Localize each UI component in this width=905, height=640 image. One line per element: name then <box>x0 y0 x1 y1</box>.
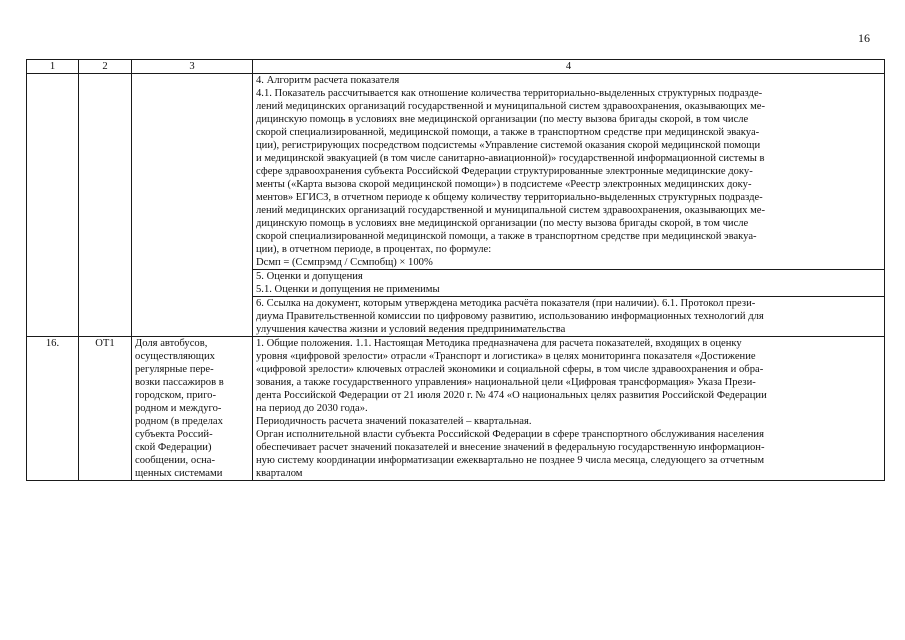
text-line: Dсмп = (Ссмпрэмд / Ссмпобщ) × 100% <box>256 257 433 268</box>
text-line: сфере здравоохранения субъекта Российской Федерации структурированные электронные медицинские доку- <box>256 166 753 177</box>
text-line: «цифровой зрелости» ключевых отраслей экономики и социальной сферы, в том числе здравоохранения и обра- <box>256 364 764 375</box>
text-line: субъекта Россий- <box>135 429 213 440</box>
indicator-code: ОТ1 <box>79 337 132 481</box>
empty-cell-code <box>79 74 132 337</box>
column-header-row <box>27 60 885 74</box>
algorithm-section-cell <box>253 74 885 270</box>
text-line: щенных системами <box>135 468 223 479</box>
text-line: и медицинской эвакуацией (в том числе санитарно-авиационной)» государственной информационной системы в <box>256 153 765 164</box>
table-row-continuation <box>27 74 885 270</box>
methodology-table <box>26 59 885 481</box>
text-line: обеспечивает расчет значений показателей и внесение значений в федеральную государственную информацион- <box>256 442 765 453</box>
assumptions-section-cell <box>253 270 885 297</box>
text-line: зования, а также государственного управления» национальной цели «Цифровая трансформация» Указа Прези- <box>256 377 756 388</box>
reference-section <box>256 297 881 336</box>
general-provisions <box>256 337 881 480</box>
text-line: осуществляющих <box>135 351 215 362</box>
text-line: диума Правительственной комиссии по цифровому развитию, использованию информационных технологий для <box>256 311 764 322</box>
text-line: родном (в пределах <box>135 416 223 427</box>
row-number: 16. <box>27 337 79 481</box>
text-line: лений медицинских организаций государственной и муниципальной систем здравоохранения, оказывающих ме- <box>256 101 766 112</box>
algorithm-section <box>256 74 881 269</box>
text-line: скорой специализированной медицинской помощи, а также в транспортном средстве при медицинской эвакуа- <box>256 231 757 242</box>
text-line: 5.1. Оценки и допущения не применимы <box>256 284 440 295</box>
text-line: Доля автобусов, <box>135 338 208 349</box>
text-line: скорой специализированной, медицинской помощи, а также в транспортном средстве при медицинской эвакуа- <box>256 127 760 138</box>
text-line: дицинскую помощь в условиях вне медицинской организации (по месту вызова бригады скорой, в том числе <box>256 114 749 125</box>
text-line: дицинскую помощь в условиях вне медицинской организации (по месту вызова бригады скорой, в том числе <box>256 218 749 229</box>
text-line: ции), в отчетном периоде, в процентах, по формуле: <box>256 244 492 255</box>
text-line: ской Федерации) <box>135 442 212 453</box>
text-line: возки пассажиров в <box>135 377 224 388</box>
text-line: 6. Ссылка на документ, которым утверждена методика расчёта показателя (при наличии). 6.1. Протокол прези- <box>256 298 756 309</box>
indicator-name <box>135 337 249 480</box>
column-header-2: 2 <box>79 60 132 74</box>
text-line: 4.1. Показатель рассчитывается как отношение количества территориально-выделенных структурных подразде- <box>256 88 763 99</box>
text-line: улучшения качества жизни и условий ведения предпринимательства <box>256 324 566 335</box>
text-line: регулярные пере- <box>135 364 214 375</box>
text-line: менты («Карта вызова скорой медицинской помощи») в подсистеме «Реестр электронных медицинских доку- <box>256 179 752 190</box>
text-line: кварталом <box>256 468 303 479</box>
text-line: ментов» ЕГИСЗ, в отчетном периоде к общему количеству территориально-выделенных структурных подразде- <box>256 192 763 203</box>
text-line: ции), регистрирующих посредством подсистемы «Управление системой оказания скорой медицинской помощи <box>256 140 761 151</box>
column-header-1: 1 <box>27 60 79 74</box>
text-line: лений медицинских организаций государственной и муниципальной систем здравоохранения, оказывающих ме- <box>256 205 766 216</box>
general-provisions-cell <box>253 337 885 481</box>
text-line: Периодичность расчета значений показателей – квартальная. <box>256 416 532 427</box>
text-line: Орган исполнительной власти субъекта Российской Федерации в сфере транспортного обслуживания населения <box>256 429 764 440</box>
text-line: 5. Оценки и допущения <box>256 271 363 282</box>
empty-cell-number <box>27 74 79 337</box>
text-line: на период до 2030 года». <box>256 403 368 414</box>
assumptions-section <box>256 270 881 296</box>
table-row-16 <box>27 337 885 481</box>
text-line: городском, приго- <box>135 390 217 401</box>
text-line: дента Российской Федерации от 21 июля 2020 г. № 474 «О национальных целях развития Российской Федерации <box>256 390 767 401</box>
text-line: родном и междуго- <box>135 403 222 414</box>
page-number: 16 <box>858 31 870 45</box>
text-line: ную систему координации информатизации ежеквартально не позднее 9 числа месяца, следующего за отчетным <box>256 455 765 466</box>
column-header-4: 4 <box>253 60 885 74</box>
text-line: уровня «цифровой зрелости» отрасли «Транспорт и логистика» в целях мониторинга показателя «Достижение <box>256 351 756 362</box>
reference-section-cell <box>253 297 885 337</box>
text-line: 1. Общие положения. 1.1. Настоящая Методика предназначена для расчета показателей, входящих в оценку <box>256 338 742 349</box>
text-line: сообщении, осна- <box>135 455 216 466</box>
text-line: 4. Алгоритм расчета показателя <box>256 75 400 86</box>
column-header-3: 3 <box>132 60 253 74</box>
empty-cell-indicator <box>132 74 253 337</box>
indicator-name-cell <box>132 337 253 481</box>
